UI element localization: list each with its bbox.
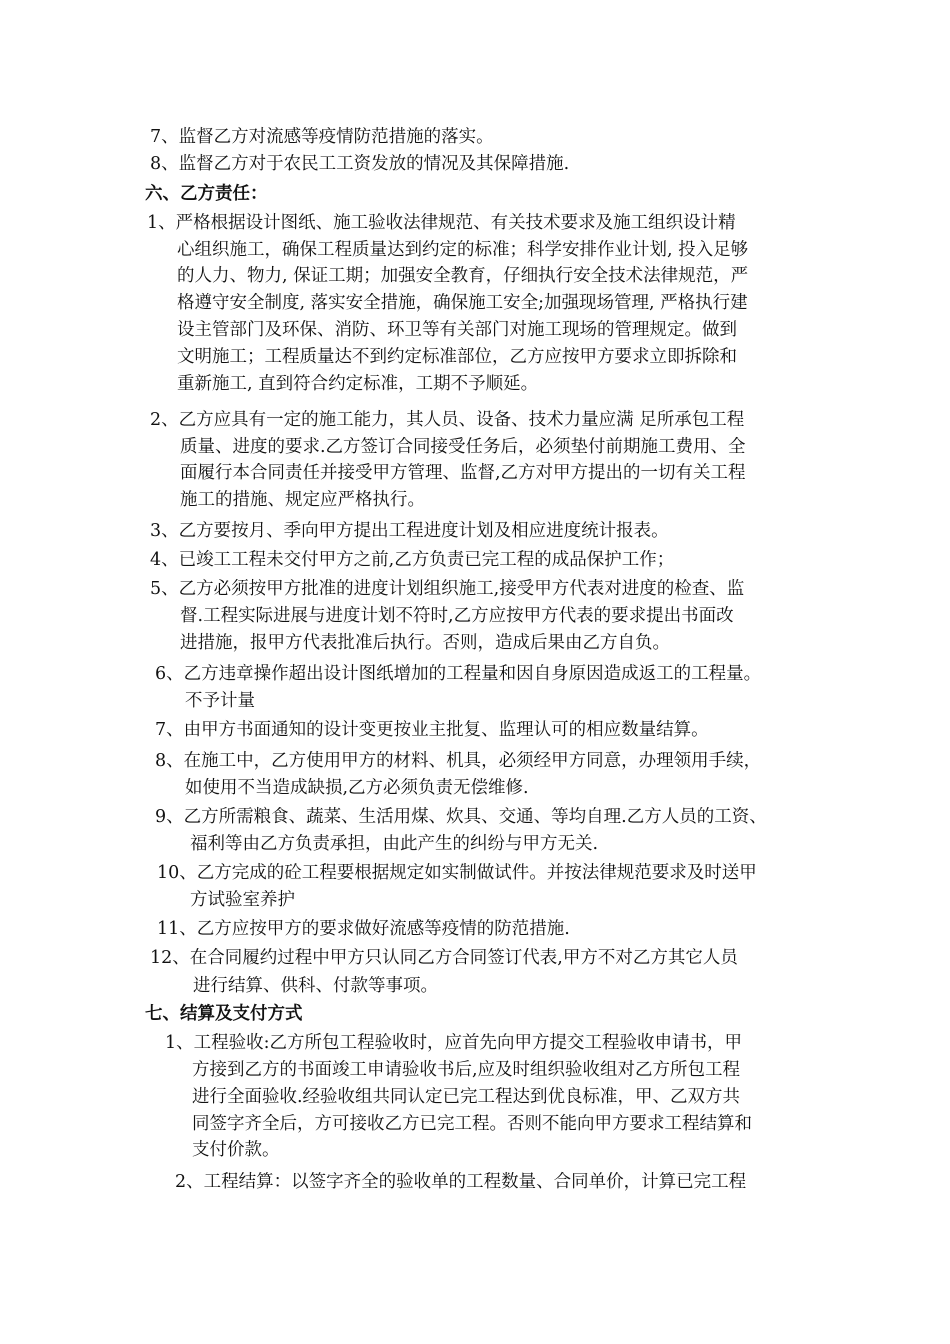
text-line: 7、由甲方书面通知的设计变更按业主批复、监理认可的相应数量结算。 (155, 720, 709, 740)
text-line: 8、在施工中，乙方使用甲方的材料、机具，必须经甲方同意，办理领用手续， (155, 751, 762, 771)
text-line: 支付价款。 (192, 1140, 280, 1160)
text-line: 格遵守安全制度, 落实安全措施，确保施工安全;加强现场管理, 严格执行建 (177, 293, 748, 313)
text-line: 方接到乙方的书面竣工申请验收书后,应及时组织验收组对乙方所包工程 (192, 1060, 741, 1080)
text-line: 7、监督乙方对流感等疫情防范措施的落实。 (150, 127, 494, 147)
text-line: 心组织施工，确保工程质量达到约定的标准；科学安排作业计划, 投入足够 (177, 240, 749, 260)
text-line: 11、乙方应按甲方的要求做好流感等疫情的防范措施. (157, 919, 570, 939)
text-line: 面履行本合同责任并接受甲方管理、监督,乙方对甲方提出的一切有关工程 (180, 463, 746, 483)
text-line: 同签字齐全后，方可接收乙方已完工程。否则不能向甲方要求工程结算和 (192, 1114, 752, 1134)
text-line: 方试验室养护 (190, 890, 295, 910)
text-line: 12、在合同履约过程中甲方只认同乙方合同签订代表,甲方不对乙方其它人员 (150, 948, 738, 968)
text-line: 如使用不当造成缺损,乙方必须负责无偿维修. (185, 778, 529, 798)
text-line: 质量、进度的要求.乙方签订合同接受任务后，必须垫付前期施工费用、全 (180, 437, 746, 457)
text-line: 不予计量 (185, 691, 255, 711)
text-line: 5、乙方必须按甲方批准的进度计划组织施工,接受甲方代表对进度的检查、监 (150, 579, 745, 599)
text-line: 1、工程验收:乙方所包工程验收时，应首先向甲方提交工程验收申请书，甲 (165, 1033, 743, 1053)
text-line: 10、乙方完成的砼工程要根据规定如实制做试件。并按法律规范要求及时送甲 (157, 863, 757, 883)
text-line: 的人力、物力, 保证工期；加强安全教育，仔细执行安全技术法律规范，严 (177, 266, 749, 286)
section-heading: 七、结算及支付方式 (145, 1004, 303, 1024)
text-line: 3、乙方要按月、季向甲方提出工程进度计划及相应进度统计报表。 (150, 521, 669, 541)
text-line: 进行全面验收.经验收组共同认定已完工程达到优良标准，甲、乙双方共 (192, 1087, 741, 1107)
section-heading: 六、乙方责任： (145, 184, 268, 204)
text-line: 1、严格根据设计图纸、施工验收法律规范、有关技术要求及施工组织设计精 (147, 213, 736, 233)
text-line: 2、乙方应具有一定的施工能力，其人员、设备、技术力量应满 足所承包工程 (150, 410, 745, 430)
text-line: 福利等由乙方负责承担，由此产生的纠纷与甲方无关. (190, 834, 599, 854)
text-line: 2、工程结算：以签字齐全的验收单的工程数量、合同单价，计算已完工程 (175, 1172, 747, 1192)
text-line: 进行结算、供科、付款等事项。 (193, 976, 438, 996)
text-line: 8、监督乙方对于农民工工资发放的情况及其保障措施. (150, 154, 570, 174)
text-line: 重新施工, 直到符合约定标准，工期不予顺延。 (177, 374, 539, 394)
text-line: 施工的措施、规定应严格执行。 (180, 490, 425, 510)
text-line: 4、已竣工工程未交付甲方之前,乙方负责已完工程的成品保护工作； (150, 550, 675, 570)
text-line: 进措施，报甲方代表批准后执行。否则，造成后果由乙方自负。 (180, 633, 670, 653)
text-line: 9、乙方所需粮食、蔬菜、生活用煤、炊具、交通、等均自理.乙方人员的工资、 (155, 807, 767, 827)
text-line: 设主管部门及环保、消防、环卫等有关部门对施工现场的管理规定。做到 (177, 320, 737, 340)
text-line: 6、乙方违章操作超出设计图纸增加的工程量和因自身原因造成返工的工程量。 (155, 664, 762, 684)
text-line: 督.工程实际进展与进度计划不符时,乙方应按甲方代表的要求提出书面改 (180, 606, 734, 626)
text-line: 文明施工；工程质量达不到约定标准部位，乙方应按甲方要求立即拆除和 (177, 347, 737, 367)
